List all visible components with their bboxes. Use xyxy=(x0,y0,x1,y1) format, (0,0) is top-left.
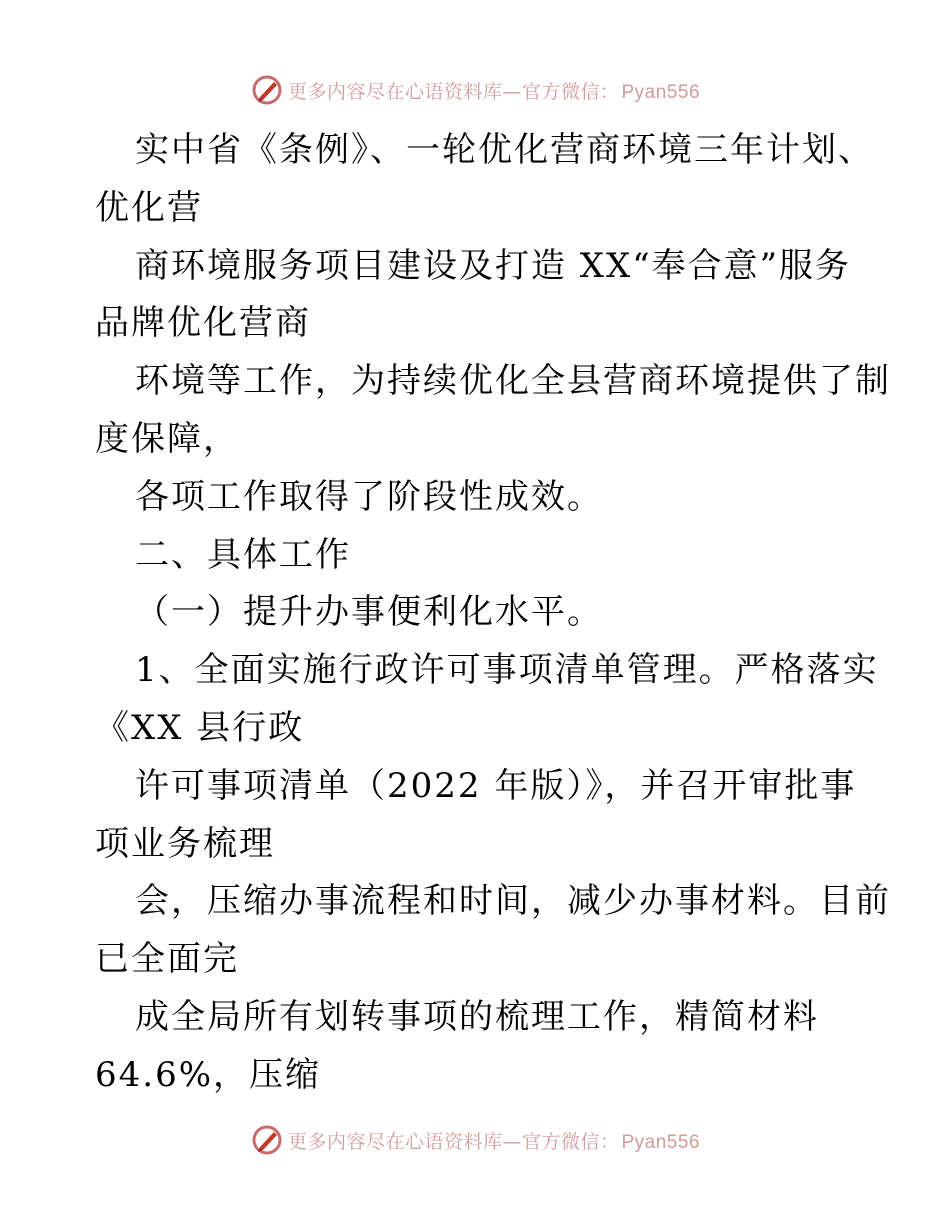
text-line: 各项工作取得了阶段性成效。 xyxy=(135,476,603,517)
text-line: 1、全面实施行政许可事项清单管理。严格落实 xyxy=(135,650,879,691)
text-line: 已全面完 xyxy=(95,939,239,980)
subsection-heading: （一）提升办事便利化水平。 xyxy=(135,592,603,633)
document-body xyxy=(95,122,891,1105)
text-line: 项业务梳理 xyxy=(95,823,275,864)
text-line: 度保障， xyxy=(95,418,239,459)
watermark-text: 更多内容尽在心语资料库—官方微信： xyxy=(287,80,620,103)
text-line: 64.6%，压缩 xyxy=(95,1054,322,1095)
text-line: 许可事项清单（2022 年版）》，并召开审批事 xyxy=(135,765,857,806)
footer-watermark xyxy=(0,1120,950,1160)
text-line: 成全局所有划转事项的梳理工作，精简材料 xyxy=(135,996,819,1037)
text-line: 环境等工作，为持续优化全县营商环境提供了制 xyxy=(135,361,891,402)
text-line: 会，压缩办事流程和时间，减少办事材料。目前 xyxy=(135,881,891,922)
watermark-account: Pyan556 xyxy=(621,81,701,103)
section-heading: 二、具体工作 xyxy=(135,534,351,575)
pen-logo-icon xyxy=(250,1123,284,1157)
text-line: 《XX 县行政 xyxy=(95,707,305,748)
text-line: 品牌优化营商 xyxy=(95,303,311,344)
watermark-account: Pyan556 xyxy=(621,1131,701,1153)
watermark-text: 更多内容尽在心语资料库—官方微信： xyxy=(287,1130,620,1153)
header-watermark xyxy=(0,70,950,110)
pen-logo-icon xyxy=(250,73,284,107)
text-line: 实中省《条例》、一轮优化营商环境三年计划、 xyxy=(135,130,874,170)
text-line: 商环境服务项目建设及打造 XX“奉合意”服务 xyxy=(135,245,851,286)
text-line: 优化营 xyxy=(95,187,203,228)
